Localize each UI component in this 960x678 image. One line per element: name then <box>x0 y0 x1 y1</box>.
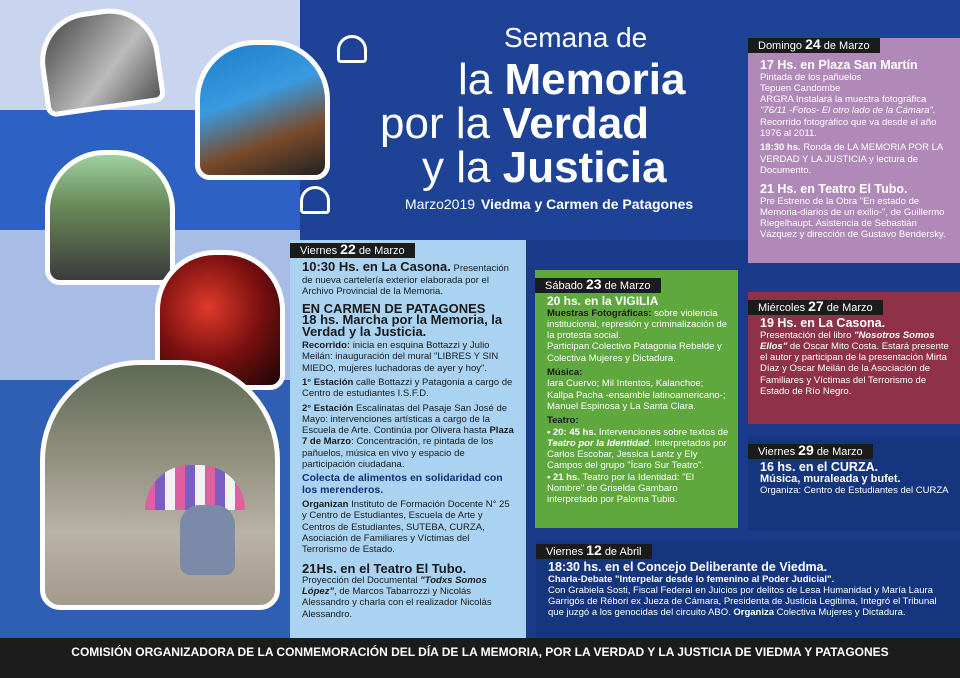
event-place: Viedma y Carmen de Patagones <box>481 196 694 212</box>
panel-domingo-24 <box>748 38 960 263</box>
teatro-label: Teatro: <box>547 415 579 427</box>
event-2-title: 18 hs. Marcha por la Memoria, la Verdad y la Justicia. <box>302 312 503 339</box>
event-line: ARGRA Instalará la muestra fotográfica "76/11 -Fotos- El otro lado de la Cámara". Recorrido fotográfico que va desde el año 1976 al 2011. <box>760 94 937 140</box>
panel-miercoles-27 <box>748 292 960 424</box>
event-title: 19 Hs. en La Casona. <box>760 316 886 331</box>
event-date: Marzo2019 <box>405 196 476 212</box>
day-header: Viernes 12 de Abril <box>536 544 652 559</box>
event-3-text: Proyección del Documental "Todxs Somos López", de Marcos Tabarrozzi y Nicolás Alessandro y charla con el realizador Nicolás Alessandro. <box>302 574 492 620</box>
event-line: Tepuen Candombe <box>760 82 841 94</box>
charla: Charla-Debate "Interpelar desde lo femenino al Poder Judicial". <box>548 573 835 585</box>
title-line-1: Semana de <box>504 22 648 53</box>
photo-march <box>45 150 175 285</box>
day-header: Sábado 23 de Marzo <box>535 278 661 293</box>
event-1-title: 17 Hs. en Plaza San Martín <box>760 58 918 73</box>
footer-organizers: COMISIÓN ORGANIZADORA DE LA CONMEMORACIÓN DEL DÍA DE LA MEMORIA, POR LA VERDAD Y LA JUSTICIA DE VIEDMA Y PATAGONES <box>0 638 960 678</box>
event-1: 10:30 Hs. en La Casona. Presentación de nueva cartelería exterior elaborada por el Archivo Provincial de la Memoria. <box>302 259 509 297</box>
muestras: Muestras Fotográficas: sobre violencia institucional, represión y criminalización de la protesta social. <box>547 307 728 342</box>
musica-label: Música: <box>547 367 583 379</box>
title-line-2: la Memoria <box>458 55 686 104</box>
photo-mural <box>195 40 330 180</box>
recorrido: Recorrido: inicia en esquina Bottazzi y Julio Meilán: inauguración del mural "LIBRES Y SIN MIEDO, mujeres luchadoras de ayer y hoy". <box>302 340 499 374</box>
child-figure <box>180 505 235 575</box>
panel-viernes-29 <box>748 436 960 530</box>
event-title: 18:30 hs. en el Concejo Deliberante de Viedma. <box>548 560 828 575</box>
event-subtitle <box>405 196 693 212</box>
estacion-1: 1° Estación calle Bottazzi y Patagonia a cargo de Centro de estudiantes I.S.F.D. <box>302 376 513 400</box>
day-header: Domingo 24 de Marzo <box>748 38 880 53</box>
panel-sabado-23 <box>535 270 738 528</box>
organizan: Organizan Instituto de Formación Docente N° 25 y Centro de Estudiantes, Escuela de Arte y Centros de Estudiantes, SUTEBA, CURZA, Asociación de Familiares y Víctimas del Terrorismo de Estado. <box>302 498 510 556</box>
title-line-3: por la Verdad <box>380 99 650 148</box>
estacion-2: 2° Estación Escalinatas del Pasaje San José de Mayo: intervenciones artísticas a cargo de la Escuela de Arte. Continúa por Olivera hasta Plaza 7 de Marzo: Concentración, re pintada de los pañuelos, música en vivo y espacio de participación ciudadana. <box>302 402 514 471</box>
musica: Iara Cuervo; Mil Intentos, Kalanchoe; Kallpa Pacha -ensamble latinoamericano-; Manuel Espinosa y La Santa Clara. <box>547 378 726 412</box>
event-line: 18:30 hs. Ronda de LA MEMORIA POR LA VERDAD Y LA JUSTICIA y lectura de Documento. <box>760 142 943 176</box>
teatro-2: • 21 hs. Teatro por la Identidad: "El Nombre" de Griselda Gambaro interpretado por Paloma Tubio. <box>547 471 695 506</box>
event-title: 20 hs. en la VIGILIA <box>547 294 659 309</box>
event-3-title: 21Hs. en el Teatro El Tubo. <box>302 561 467 577</box>
event-title: 16 hs. en el CURZA. <box>760 460 879 475</box>
photo-child-umbrella <box>40 360 280 610</box>
teatro-1: • 20: 45 hs. Intervenciones sobre textos de Teatro por la Identidad. Interpretados por Carlos Escobar, Jessica Lantz y Ely Campos del grupo "Ícaro Sur Teatro". <box>547 426 729 472</box>
event-text: Con Grabiela Sosti, Fiscal Federal en Juicios por delitos de Lesa Humanidad y María Laura Garrigós de Rébori ex Jueza de Cámara, Presidenta de Justicia Legitima, Integró el Tribunal que juzgó a los genocidas del circuito ABO. Organiza Colectiva Mujeres y Dictadura. <box>548 584 937 619</box>
panel-viernes-12-abril <box>536 540 960 638</box>
event-line: Pintada de los pañuelos <box>760 71 862 83</box>
event-2-text: Pre Estreno de la Obra "En estado de Memoria-diarios de un exilio-", de Guillermo Riegelhaupt. Asistencia de Sebastián Vázquez y dirección de Gustavo Bendersky. <box>760 195 946 241</box>
title-line-4: y la Justicia <box>422 143 667 192</box>
day-header: Miércoles 27 de Marzo <box>748 300 883 315</box>
event-subtitle: Música, muraleada y bufet. <box>760 472 901 485</box>
event-2-title: 21 Hs. en Teatro El Tubo. <box>760 182 908 197</box>
panel-viernes-22 <box>290 240 526 638</box>
scarf-icon <box>300 186 330 214</box>
event-text: Presentación del libro "Nosotros Somos Ellos" de Oscar Mito Costa. Estará presente el autor y participan de la presentación Mirta Díaz y Oscar Meilán de la Asociación de Familiares y Víctimas del Terrorismo de Estado de Río Negro. <box>760 329 949 398</box>
day-header: Viernes 22 de Marzo <box>290 243 415 258</box>
organiza: Organiza: Centro de Estudiantes del CURZA <box>760 484 949 496</box>
participan: Participan Colectivo Patagonia Rebelde y Colectiva Mujeres y Dictadura. <box>547 341 722 364</box>
scarf-icon <box>337 35 367 63</box>
umbrella-icon <box>145 465 245 510</box>
colecta: Colecta de alimentos en solidaridad con los merenderos. <box>302 472 503 496</box>
day-header: Viernes 29 de Marzo <box>748 444 873 459</box>
place-heading: EN CARMEN DE PATAGONES <box>302 301 486 317</box>
